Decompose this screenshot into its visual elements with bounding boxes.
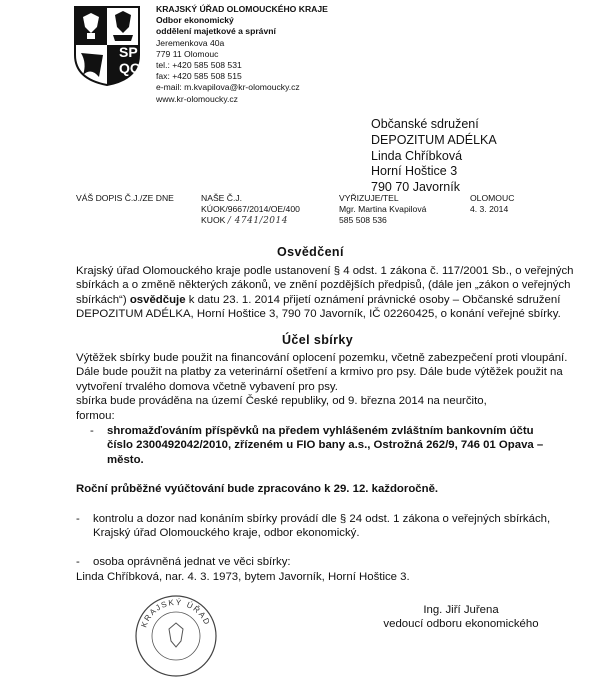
ref-nase-cj-value: KÚOK/9667/2014/OE/400 — [201, 204, 300, 215]
ref-nase-cj — [201, 193, 300, 228]
person-item — [76, 555, 581, 569]
purpose-text: Výtěžek sbírky bude použit na financování oplocení pozemku, včetně zabezpečení proti vloupání. Dále bude použit na platby za veterinární ošetření a krmivo pro psy. Dále bude výtěžek použit na vytvoření trvalého domova včetně vybavení pro psy. — [76, 352, 568, 393]
logo-text-sp: SP — [119, 44, 138, 60]
stamp-text: KRAJSKÝ ÚŘAD — [139, 597, 213, 629]
control-item — [76, 512, 581, 541]
recipient-line: DEPOZITUM ADÉLKA — [371, 132, 497, 147]
phone: tel.: +420 585 508 531 — [156, 60, 242, 71]
bullet-dash: - — [90, 425, 94, 438]
ref-kuok — [201, 215, 300, 227]
purpose-form-label: formou: — [76, 409, 115, 422]
annual-billing: Roční průběžné vyúčtování bude zpracováno k 29. 12. každoročně. — [76, 483, 439, 496]
certificate-text — [76, 264, 581, 322]
section: oddělení majetkové a správní — [156, 26, 276, 37]
recipient-line: 790 70 Javorník — [371, 180, 460, 195]
signature-block — [371, 603, 551, 631]
person-label: osoba oprávněná jednat ve věci sbírky: — [93, 556, 291, 569]
certificate-text-1: Krajský úřad Olomouckého kraje podle ustanovení § 4 odst. 1 zákona č. 117/2001 Sb., o veřejných sbírkách a o změně některých zákonů, ve znění pozdějších předpisů, (dále jen „zákon o veřejných sbírkách“) — [76, 265, 574, 306]
certificate-text-2: k datu 23. 1. 2014 přijetí oznámení právnické osoby – Občanské sdružení DEPOZITUM ADÉLKA, Horní Hoštice 3, 790 70 Javorník, IČ 02260425, o konání veřejné sbírky. — [76, 293, 561, 321]
person-dash: - — [76, 556, 80, 569]
recipient-line: Linda Chříbková — [371, 148, 463, 163]
ref-place-date — [470, 193, 514, 215]
region-coat-of-arms-logo — [73, 5, 141, 87]
svg-text:KRAJSKÝ ÚŘAD — [139, 598, 212, 629]
purpose-section — [76, 351, 581, 584]
department: Odbor ekonomický — [156, 15, 234, 26]
city: 779 11 Olomouc — [156, 48, 219, 59]
recipient-line: Horní Hoštice 3 — [371, 164, 458, 179]
office-name: KRAJSKÝ ÚŘAD OLOMOUCKÉHO KRAJE — [156, 4, 328, 14]
certificate-verb: osvědčuje — [129, 293, 186, 306]
signatory-role: vedoucí odboru ekonomického — [383, 618, 539, 630]
fax: fax: +420 585 508 515 — [156, 71, 242, 82]
ref-vyrizuje-label: VYŘIZUJE/TEL — [339, 193, 399, 203]
recipient-address — [371, 117, 497, 196]
ref-kuok-handwritten: / 4741/2014 — [227, 216, 288, 227]
official-stamp — [133, 593, 219, 679]
person-text: Linda Chříbková, nar. 4. 3. 1973, bytem Javorník, Horní Hoštice 3. — [76, 570, 410, 583]
ref-nase-cj-label: NAŠE Č.J. — [201, 193, 243, 203]
purpose-title: Účel sbírky — [282, 333, 354, 347]
website: www.kr-olomoucky.cz — [156, 93, 238, 104]
ref-vyrizuje-tel: 585 508 536 — [339, 215, 387, 226]
ref-date: 4. 3. 2014 — [470, 204, 509, 215]
signatory-name: Ing. Jiří Juřena — [423, 604, 499, 616]
ref-vyrizuje-name: Mgr. Martina Kvapilová — [339, 204, 427, 215]
logo-text-qo: QO — [119, 60, 141, 76]
certificate-title: Osvědčení — [277, 245, 344, 259]
street: Jeremenkova 40a — [156, 37, 225, 48]
ref-kuok-label: KUOK — [201, 215, 226, 226]
ref-place: OLOMOUC — [470, 193, 515, 203]
letterhead — [156, 4, 328, 105]
purpose-area: sbírka bude prováděna na území České republiky, od 9. března 2014 na neurčito, — [76, 395, 487, 408]
purpose-bullet — [76, 424, 581, 467]
ref-vyrizuje — [339, 193, 426, 227]
purpose-bullet-text: shromažďováním příspěvků na předem vyhlášeném zvláštním bankovním účtu číslo 2300492042/2010, zřízeném u FIO bany a.s., Ostrožná 262/9, 746 01 Opava – město. — [107, 425, 544, 466]
ref-vas-dopis-label: VÁŠ DOPIS Č.J./ZE DNE — [76, 193, 174, 203]
control-dash: - — [76, 512, 80, 525]
email: e-mail: m.kvapilova@kr-olomoucky.cz — [156, 82, 300, 93]
control-text: kontrolu a dozor nad konáním sbírky provádí dle § 24 odst. 1 zákona o veřejných sbírkách, Krajský úřad Olomouckého kraje, odbor ekonomický. — [93, 512, 551, 540]
recipient-line: Občanské sdružení — [371, 117, 479, 131]
